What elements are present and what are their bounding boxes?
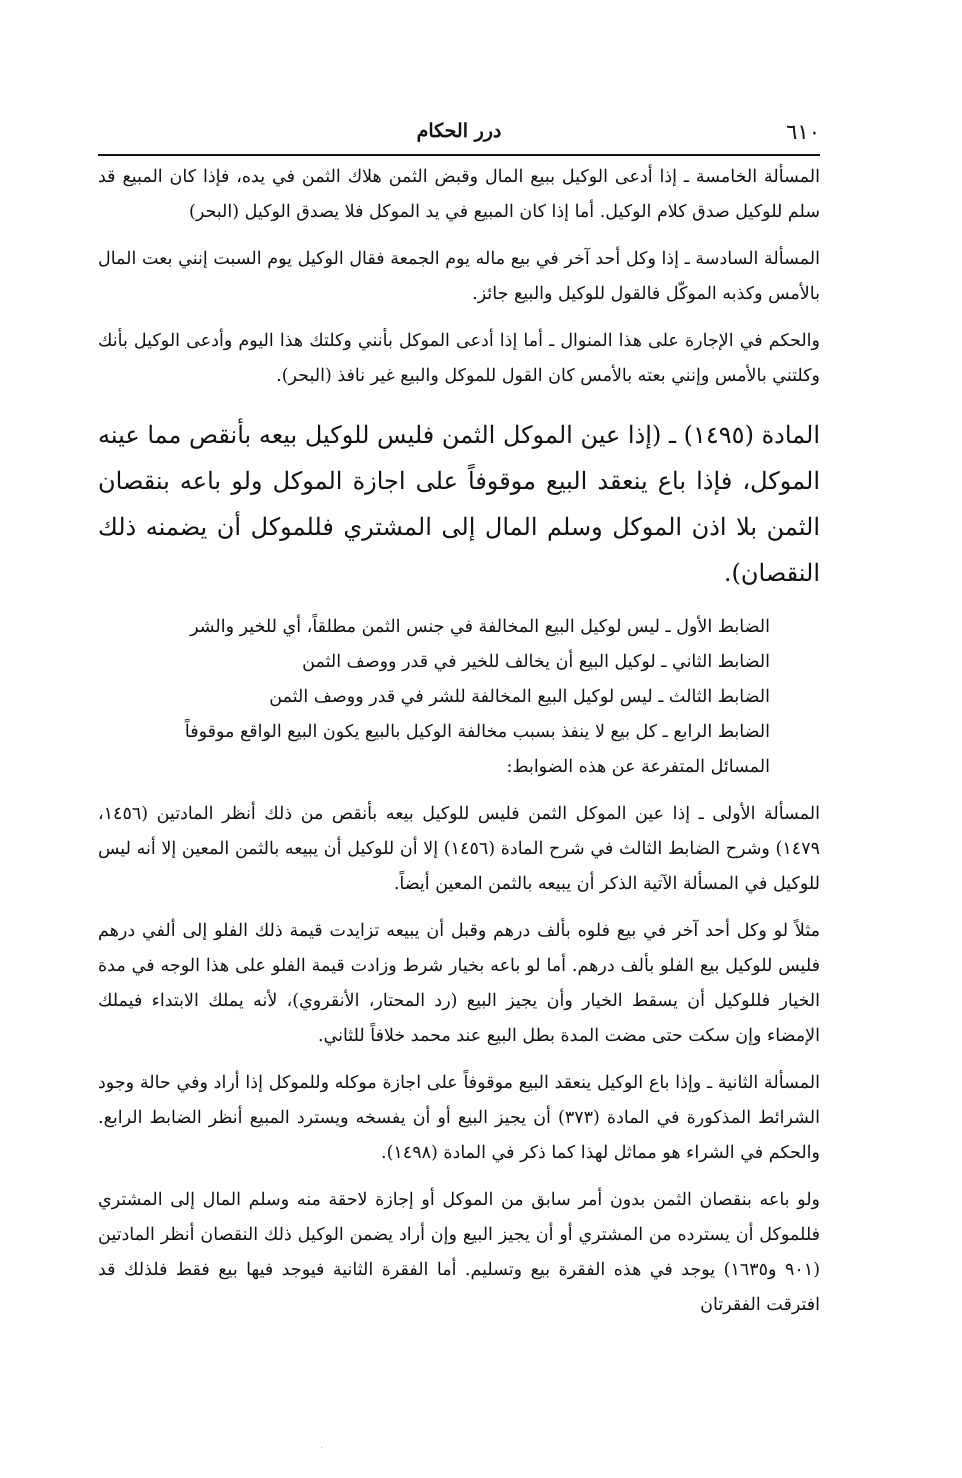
rules-list <box>98 610 820 785</box>
rules-subissues-heading: المسائل المتفرعة عن هذه الضوابط: <box>506 757 770 777</box>
article-1495: المادة (١٤٩٥) ـ (إذا عين الموكل الثمن فليس للوكيل بيعه بأنقص مما عينه الموكل، فإذا باع ينعقد البيع موقوفاً على اجازة الموكل ولو باعه بنقصان الثمن بلا اذن الموكل وسلم المال إلى المشتري فللموكل أن يضمنه ذلك النقصان). <box>98 421 821 587</box>
paragraph-example: مثلاً لو وكل أحد آخر في بيع فلوه بألف درهم وقبل أن يبيعه تزايدت قيمة ذلك الفلو إلى ألفي درهم فليس للوكيل بيع الفلو بألف درهم. أما لو باعه بخيار شرط وزادت قيمة الفلو على هذا الوجه في مدة الخيار فللوكيل أن يسقط الخيار وأن يجيز البيع (رد المحتار، الأنقروي)، لأنه يملك الابتداء فيملك الإمضاء وإن سكت حتى مضت المدة بطل البيع عند محمد خلافاً للثاني. <box>98 921 820 1046</box>
paragraph-lease-ruling: والحكم في الإجارة على هذا المنوال ـ أما إذا أدعى الموكل بأنني وكلتك هذا اليوم وأدعى الوكيل بأنك وكلتني بالأمس وإنني بعته بالأمس كان القول للموكل والبيع غير نافذ (البحر). <box>98 331 820 386</box>
rule-second: الضابط الثاني ـ لوكيل البيع أن يخالف للخير في قدر ووصف الثمن <box>302 652 770 672</box>
page-header <box>98 118 820 156</box>
paragraph-price-reduction: ولو باعه بنقصان الثمن بدون أمر سابق من الموكل أو إجازة لاحقة منه وسلم المال إلى المشتري فللموكل أن يسترده من المشتري أو أن يجيز البيع وإن أراد يضمن الوكيل ذلك النقصان أنظر المادتين (٩٠١ و١٦٣٥) يوجد في هذه الفقرة بيع وتسليم. أما الفقرة الثانية فيوجد فيها بيع فقط فلذلك قد افترقت الفقرتان <box>98 1190 821 1315</box>
rule-fourth: الضابط الرابع ـ كل بيع لا ينفذ بسبب مخالفة الوكيل بالبيع يكون البيع الواقع موقوفاً <box>184 722 770 742</box>
paragraph-fifth-issue: المسألة الخامسة ـ إذا أدعى الوكيل ببيع المال وقبض الثمن هلاك الثمن في يده، فإذا كان المبيع قد سلم للوكيل صدق كلام الوكيل. أما إذا كان المبيع في يد الموكل فلا يصدق الوكيل (البحر) <box>98 167 820 222</box>
page-number: ٦١٠ <box>786 120 820 144</box>
rule-first: الضابط الأول ـ ليس لوكيل البيع المخالفة في جنس الثمن مطلقاً، أي للخير والشر <box>190 617 770 637</box>
rule-third: الضابط الثالث ـ ليس لوكيل البيع المخالفة للشر في قدر ووصف الثمن <box>269 687 770 707</box>
paragraph-sixth-issue: المسألة السادسة ـ إذا وكل أحد آخر في بيع ماله يوم الجمعة فقال الوكيل يوم السبت إنني بعت المال بالأمس وكذبه الموكّل فالقول للوكيل والبيع جائز. <box>98 249 820 304</box>
paragraph-second-issue: المسألة الثانية ـ وإذا باع الوكيل ينعقد البيع موقوفاً على اجازة موكله وللموكل إذا أراد وفي حالة وجود الشرائط المذكورة في المادة (٣٧٣) أن يجيز البيع أو أن يفسخه ويسترد المبيع أنظر الضابط الرابع. والحكم في الشراء هو مماثل لهذا كما ذكر في المادة (١٤٩٨). <box>98 1073 820 1163</box>
scan-mark: . <box>320 1440 324 1451</box>
page-body <box>98 160 820 1335</box>
paragraph-first-issue: المسألة الأولى ـ إذا عين الموكل الثمن فليس للوكيل بيعه بأنقص من ذلك أنظر المادتين (١٤٥٦، ١٤٧٩) وشرح الضابط الثالث في شرح المادة (١٤٥٦) إلا أن للوكيل أن يبيعه بالثمن المعين إلا أنه ليس للوكيل في المسألة الآتية الذكر أن يبيعه بالثمن المعين أيضاً. <box>98 804 820 894</box>
running-title: درر الحكام <box>416 120 502 142</box>
